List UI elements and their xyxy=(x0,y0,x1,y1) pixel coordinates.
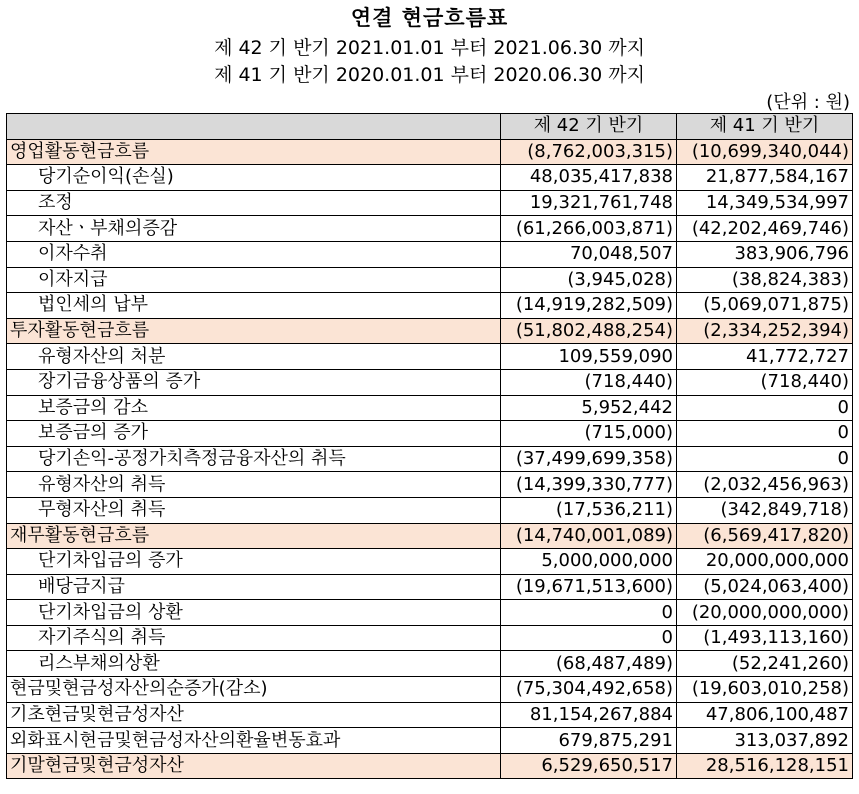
row-label: 무형자산의 취득 xyxy=(7,497,501,523)
row-label: 투자활동현금흐름 xyxy=(7,318,501,344)
table-row xyxy=(7,267,853,293)
table-row xyxy=(7,728,853,754)
row-label: 배당금지급 xyxy=(7,574,501,600)
prior-period-value: 28,516,128,151 xyxy=(677,753,853,779)
prior-period-value: 383,906,796 xyxy=(677,241,853,267)
prior-period-value: 47,806,100,487 xyxy=(677,702,853,728)
table-row xyxy=(7,523,853,549)
prior-period-value: 0 xyxy=(677,395,853,421)
row-label: 자기주식의 취득 xyxy=(7,625,501,651)
row-label: 보증금의 증가 xyxy=(7,421,501,447)
table-row xyxy=(7,549,853,575)
current-period-value: (14,740,001,089) xyxy=(501,523,677,549)
table-row xyxy=(7,395,853,421)
current-period-value: 6,529,650,517 xyxy=(501,753,677,779)
current-period-value: 679,875,291 xyxy=(501,728,677,754)
row-label: 유형자산의 취득 xyxy=(7,472,501,498)
current-period-value: (8,762,003,315) xyxy=(501,139,677,165)
row-label: 당기순이익(손실) xyxy=(7,165,501,191)
table-row xyxy=(7,497,853,523)
table-row xyxy=(7,293,853,319)
current-period-value: 109,559,090 xyxy=(501,344,677,370)
table-row xyxy=(7,651,853,677)
row-label: 현금및현금성자산의순증가(감소) xyxy=(7,677,501,703)
current-period-value: (14,919,282,509) xyxy=(501,293,677,319)
header-current-period: 제 42 기 반기 xyxy=(501,114,677,140)
table-header-row xyxy=(7,114,853,140)
prior-period-value: 0 xyxy=(677,421,853,447)
prior-period-value: (5,024,063,400) xyxy=(677,574,853,600)
table-row xyxy=(7,702,853,728)
prior-period-value: 21,877,584,167 xyxy=(677,165,853,191)
table-row xyxy=(7,574,853,600)
current-period-value: (715,000) xyxy=(501,421,677,447)
table-row xyxy=(7,600,853,626)
current-period-value: 0 xyxy=(501,625,677,651)
prior-period-value: (718,440) xyxy=(677,369,853,395)
period-current: 제 42 기 반기 2021.01.01 부터 2021.06.30 까지 xyxy=(214,37,645,59)
row-label: 이자지급 xyxy=(7,267,501,293)
row-label: 장기금융상품의 증가 xyxy=(7,369,501,395)
row-label: 기초현금및현금성자산 xyxy=(7,702,501,728)
table-row xyxy=(7,344,853,370)
current-period-value: 48,035,417,838 xyxy=(501,165,677,191)
current-period-value: (61,266,003,871) xyxy=(501,216,677,242)
row-label: 영업활동현금흐름 xyxy=(7,139,501,165)
prior-period-value: (10,699,340,044) xyxy=(677,139,853,165)
table-row xyxy=(7,139,853,165)
current-period-value: (75,304,492,658) xyxy=(501,677,677,703)
prior-period-value: 313,037,892 xyxy=(677,728,853,754)
row-label: 리스부채의상환 xyxy=(7,651,501,677)
current-period-value: 81,154,267,884 xyxy=(501,702,677,728)
current-period-value: 5,952,442 xyxy=(501,395,677,421)
table-row xyxy=(7,369,853,395)
table-row xyxy=(7,318,853,344)
table-row xyxy=(7,677,853,703)
row-label: 조정 xyxy=(7,190,501,216)
prior-period-value: (20,000,000,000) xyxy=(677,600,853,626)
prior-period-value: (1,493,113,160) xyxy=(677,625,853,651)
row-label: 당기손익-공정가치측정금융자산의 취득 xyxy=(7,446,501,472)
table-row xyxy=(7,165,853,191)
table-row xyxy=(7,241,853,267)
table-row xyxy=(7,446,853,472)
table-row xyxy=(7,216,853,242)
current-period-value: (17,536,211) xyxy=(501,497,677,523)
table-row xyxy=(7,625,853,651)
prior-period-value: (52,241,260) xyxy=(677,651,853,677)
row-label: 법인세의 납부 xyxy=(7,293,501,319)
row-label: 단기차입금의 상환 xyxy=(7,600,501,626)
period-prior: 제 41 기 반기 2020.01.01 부터 2020.06.30 까지 xyxy=(214,64,645,86)
table-row xyxy=(7,421,853,447)
prior-period-value: 0 xyxy=(677,446,853,472)
statement-title: 연결 현금흐름표 xyxy=(350,6,509,30)
prior-period-value: 41,772,727 xyxy=(677,344,853,370)
current-period-value: 70,048,507 xyxy=(501,241,677,267)
row-label: 재무활동현금흐름 xyxy=(7,523,501,549)
prior-period-value: (5,069,071,875) xyxy=(677,293,853,319)
prior-period-value: (19,603,010,258) xyxy=(677,677,853,703)
row-label: 단기차입금의 증가 xyxy=(7,549,501,575)
row-label: 외화표시현금및현금성자산의환율변동효과 xyxy=(7,728,501,754)
prior-period-value: (2,334,252,394) xyxy=(677,318,853,344)
current-period-value: (718,440) xyxy=(501,369,677,395)
unit-label: (단위 : 원) xyxy=(766,92,850,113)
table-row xyxy=(7,190,853,216)
prior-period-value: (2,032,456,963) xyxy=(677,472,853,498)
header-label-column xyxy=(7,114,501,140)
table-row xyxy=(7,472,853,498)
current-period-value: (3,945,028) xyxy=(501,267,677,293)
current-period-value: (68,487,489) xyxy=(501,651,677,677)
header-prior-period: 제 41 기 반기 xyxy=(677,114,853,140)
prior-period-value: 14,349,534,997 xyxy=(677,190,853,216)
row-label: 자산ㆍ부채의증감 xyxy=(7,216,501,242)
prior-period-value: (342,849,718) xyxy=(677,497,853,523)
current-period-value: 0 xyxy=(501,600,677,626)
current-period-value: (14,399,330,777) xyxy=(501,472,677,498)
row-label: 보증금의 감소 xyxy=(7,395,501,421)
row-label: 기말현금및현금성자산 xyxy=(7,753,501,779)
current-period-value: 5,000,000,000 xyxy=(501,549,677,575)
current-period-value: (37,499,699,358) xyxy=(501,446,677,472)
row-label: 이자수취 xyxy=(7,241,501,267)
current-period-value: (51,802,488,254) xyxy=(501,318,677,344)
prior-period-value: (6,569,417,820) xyxy=(677,523,853,549)
prior-period-value: (42,202,469,746) xyxy=(677,216,853,242)
table-row xyxy=(7,753,853,779)
prior-period-value: 20,000,000,000 xyxy=(677,549,853,575)
current-period-value: 19,321,761,748 xyxy=(501,190,677,216)
current-period-value: (19,671,513,600) xyxy=(501,574,677,600)
row-label: 유형자산의 처분 xyxy=(7,344,501,370)
prior-period-value: (38,824,383) xyxy=(677,267,853,293)
cash-flow-table xyxy=(6,113,853,779)
